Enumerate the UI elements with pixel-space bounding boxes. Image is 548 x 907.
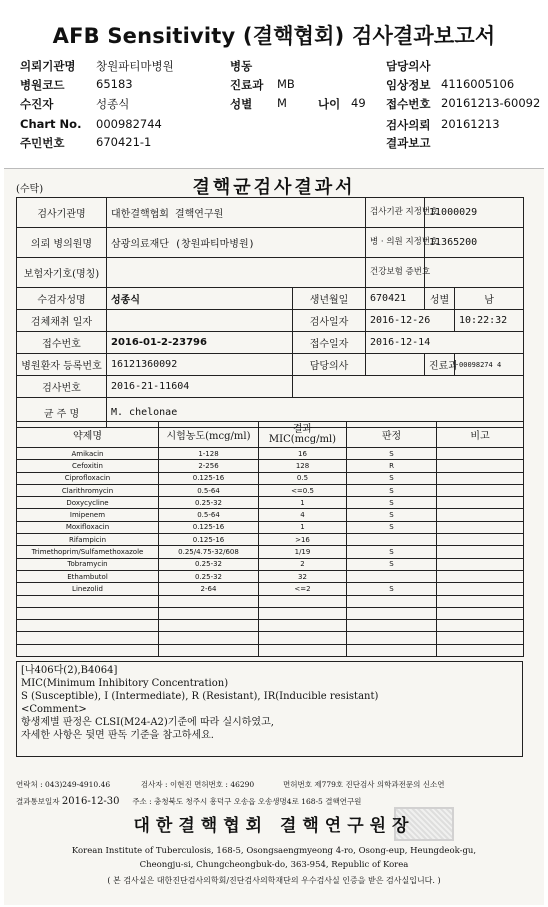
mic-cell: 0.5 — [259, 472, 347, 484]
judgement-cell: S — [347, 484, 437, 496]
test-date-label: 검사일자 — [293, 310, 366, 332]
mic-cell: <=2 — [259, 583, 347, 595]
test-request-value: 20161213 — [441, 117, 500, 131]
dept-label-doc: 진료과 — [425, 354, 455, 376]
patient-name-label: 수검자성명 — [17, 288, 107, 310]
remark-cell — [437, 460, 524, 472]
judgement-cell — [347, 570, 437, 582]
patient-name-value: 성종식 — [107, 288, 293, 310]
doctor-label: 담당의사 — [386, 59, 431, 73]
doctor-label-doc: 담당의사 — [293, 354, 366, 376]
judgement-cell — [347, 632, 437, 644]
test-no-label: 검사번호 — [17, 376, 107, 398]
conc-cell: 0.5-64 — [159, 484, 259, 496]
drug-cell: Cefoxitin — [17, 460, 159, 472]
col-remark-header: 비고 — [437, 422, 524, 448]
receipt-no-value: 20161213-60092 — [441, 96, 541, 110]
remark-cell — [437, 644, 524, 656]
conc-cell — [159, 607, 259, 619]
sex-value-doc: 남 — [455, 288, 524, 310]
certification-note: ( 본 검사실은 대한진단검사의학회/진단검사의학재단의 우수검사실 인증을 받은 검사실입니다. ) — [107, 876, 441, 885]
footer-line-2 — [16, 796, 361, 807]
birth-label: 생년월일 — [293, 288, 366, 310]
mic-cell: 1 — [259, 497, 347, 509]
judgement-cell: S — [347, 521, 437, 533]
conc-cell: 0.5-64 — [159, 509, 259, 521]
conc-cell — [159, 595, 259, 607]
conc-cell: 0.125-16 — [159, 534, 259, 546]
sheet-title: 결핵균검사결과서 — [192, 177, 356, 198]
insurance-value — [107, 258, 366, 288]
lab-code-label: 검사기관 지정번호 — [366, 198, 425, 228]
result-report-label: 결과보고 — [386, 136, 431, 150]
judgement-cell: S — [347, 448, 437, 460]
patient-label: 수진자 — [20, 97, 54, 111]
judgement-cell — [347, 644, 437, 656]
judgement-cell — [347, 607, 437, 619]
drug-cell: Amikacin — [17, 448, 159, 460]
comment-line: 자세한 사항은 뒷면 판독 기준을 참고하세요. — [21, 730, 214, 741]
mic-cell: 128 — [259, 460, 347, 472]
institute-name-kr: 대한결핵협회 결핵연구원장 — [133, 816, 415, 836]
dept-value-doc: 00098274 4 — [455, 354, 524, 376]
drug-cell: Moxifloxacin — [17, 521, 159, 533]
col-conc-header: 시험농도(mcg/ml) — [159, 422, 259, 448]
organism-label: 균 주 명 — [17, 398, 107, 428]
resident-no-value: 670421-1 — [96, 135, 152, 149]
mic-cell — [259, 595, 347, 607]
conc-cell: 0.25-32 — [159, 558, 259, 570]
result-row — [17, 558, 524, 570]
result-row — [17, 521, 524, 533]
hospital-code-label-doc: 병 · 의원 지정번호 — [366, 228, 425, 258]
mic-cell — [259, 620, 347, 632]
remark-cell — [437, 448, 524, 460]
hospital-name-label: 의뢰 병의원명 — [17, 228, 107, 258]
institute-name-en: Korean Institute of Tuberculosis, 168-5, Osongsaengmyeong 4-ro, Osong-eup, Heungdeok-gu, — [71, 846, 477, 856]
result-row — [17, 484, 524, 496]
mic-cell: >16 — [259, 534, 347, 546]
drug-cell — [17, 620, 159, 632]
lab-code-value: 11000029 — [425, 198, 524, 228]
remark-cell — [437, 509, 524, 521]
conc-cell: 0.25-32 — [159, 570, 259, 582]
lab-name-label: 검사기관명 — [17, 198, 107, 228]
drug-cell — [17, 595, 159, 607]
drug-cell: Doxycycline — [17, 497, 159, 509]
dept-label: 진료과 — [230, 78, 264, 92]
remark-cell — [437, 620, 524, 632]
drug-cell: Ethambutol — [17, 570, 159, 582]
receipt-no-label-doc: 접수번호 — [17, 332, 107, 354]
conc-cell: 0.25-32 — [159, 497, 259, 509]
receipt-no-value-doc: 2016-01-2-23796 — [107, 332, 293, 354]
comment-line: <Comment> — [21, 704, 87, 715]
drug-cell — [17, 632, 159, 644]
sex-label-doc: 성별 — [425, 288, 455, 310]
remark-cell — [437, 472, 524, 484]
remark-cell — [437, 558, 524, 570]
dept-value: MB — [277, 77, 295, 91]
col-drug-header: 약제명 — [17, 422, 159, 448]
conc-cell: 0.125-16 — [159, 521, 259, 533]
mic-cell: 4 — [259, 509, 347, 521]
comment-box — [16, 661, 523, 757]
address-en: Cheongju-si, Chungcheongbuk-do, 363-954, Republic of Korea — [139, 860, 409, 870]
comment-line: 항생제별 판정은 CLSI(M24-A2)기준에 따라 실시하였고, — [21, 717, 274, 728]
result-row — [17, 509, 524, 521]
remark-cell — [437, 607, 524, 619]
footer-line-1 — [16, 779, 445, 790]
judgement-cell: S — [347, 509, 437, 521]
result-row — [17, 607, 524, 619]
result-row — [17, 546, 524, 558]
doctor-value-doc — [366, 354, 425, 376]
remark-cell — [437, 595, 524, 607]
col-mic-header — [259, 422, 347, 448]
judgement-cell: S — [347, 472, 437, 484]
chart-no-value: 000982744 — [96, 117, 162, 131]
remark-cell — [437, 497, 524, 509]
remark-cell — [437, 484, 524, 496]
result-row — [17, 644, 524, 656]
conc-cell — [159, 620, 259, 632]
test-no-blank — [293, 376, 524, 398]
mic-cell: 32 — [259, 570, 347, 582]
result-row — [17, 570, 524, 582]
remark-cell — [437, 583, 524, 595]
health-cert-label: 건강보험 증번호 — [366, 258, 425, 288]
comment-line: MIC(Minimum Inhibitory Concentration) — [21, 678, 229, 689]
test-no-value: 2016-21-11604 — [107, 376, 293, 398]
lab-name-value: 대한결핵협회 결핵연구원 — [107, 198, 366, 228]
mic-cell: <=0.5 — [259, 484, 347, 496]
organism-value: M. chelonae — [107, 398, 524, 428]
mic-cell: 2 — [259, 558, 347, 570]
inspector-text: 검사자 : 이현진 면허번호 : 46290 — [140, 780, 255, 789]
drug-cell: Linezolid — [17, 583, 159, 595]
result-row — [17, 448, 524, 460]
result-row — [17, 632, 524, 644]
age-value: 49 — [351, 96, 366, 110]
conc-cell: 0.125-16 — [159, 472, 259, 484]
result-row — [17, 595, 524, 607]
report-title: AFB Sensitivity (결핵협회) 검사결과보고서 — [52, 24, 496, 48]
result-row — [17, 497, 524, 509]
specimen-date-value — [107, 310, 293, 332]
susceptibility-table — [16, 421, 524, 657]
patient-value: 성종식 — [96, 97, 130, 111]
remark-cell — [437, 546, 524, 558]
col-judgement-header: 판정 — [347, 422, 437, 448]
remark-cell — [437, 632, 524, 644]
test-date-value: 2016-12-26 — [366, 310, 455, 332]
report-date-value: 2016-12-30 — [61, 796, 120, 807]
drug-cell: Tobramycin — [17, 558, 159, 570]
remark-cell — [437, 570, 524, 582]
reg-no-label: 병원환자 등록번호 — [17, 354, 107, 376]
reg-no-value: 16121360092 — [107, 354, 293, 376]
info-table — [16, 197, 524, 428]
drug-cell: Imipenem — [17, 509, 159, 521]
conc-cell — [159, 644, 259, 656]
remark-cell — [437, 534, 524, 546]
receipt-no-label: 접수번호 — [386, 97, 431, 111]
result-row — [17, 460, 524, 472]
col-mic-header-line2: MIC(mcg/ml) — [268, 433, 337, 445]
scanned-result-sheet — [4, 168, 544, 905]
requesting-org-value: 창원파티마병원 — [96, 59, 174, 73]
mic-cell — [259, 607, 347, 619]
receipt-tag: (수탁) — [16, 184, 44, 195]
result-row — [17, 583, 524, 595]
specimen-date-label: 검체채취 일자 — [17, 310, 107, 332]
ward-label: 병동 — [230, 59, 253, 73]
drug-cell — [17, 607, 159, 619]
drug-cell — [17, 644, 159, 656]
sex-value: M — [277, 96, 287, 110]
judgement-cell: S — [347, 546, 437, 558]
result-row — [17, 472, 524, 484]
receipt-date-value: 2016-12-14 — [366, 332, 524, 354]
requesting-org-label: 의뢰기관명 — [20, 59, 76, 73]
hospital-code-value: 65183 — [96, 77, 133, 91]
remark-cell — [437, 521, 524, 533]
age-label: 나이 — [318, 97, 341, 111]
drug-cell: Clarithromycin — [17, 484, 159, 496]
resident-no-label: 주민번호 — [20, 136, 65, 150]
result-row — [17, 620, 524, 632]
conc-cell: 2-256 — [159, 460, 259, 472]
address-kr: 주소 : 충청북도 청주시 흥덕구 오송읍 오송생명4로 168-5 결핵연구원 — [132, 797, 362, 806]
conc-cell — [159, 632, 259, 644]
mic-cell: 1 — [259, 521, 347, 533]
receipt-date-label: 접수일자 — [293, 332, 366, 354]
contact-text: 연락처 : 043)249-4910.46 — [16, 780, 111, 789]
mic-cell — [259, 644, 347, 656]
drug-cell: Ciprofloxacin — [17, 472, 159, 484]
license-text: 면허번호 제779호 진단검사 의학과전문의 신소연 — [283, 780, 445, 789]
judgement-cell — [347, 534, 437, 546]
hospital-code-label: 병원코드 — [20, 78, 65, 92]
birth-value: 670421 — [366, 288, 425, 310]
judgement-cell: S — [347, 497, 437, 509]
conc-cell: 1-128 — [159, 448, 259, 460]
mic-cell: 16 — [259, 448, 347, 460]
judgement-cell: R — [347, 460, 437, 472]
judgement-cell — [347, 595, 437, 607]
chart-no-label: Chart No. — [20, 117, 82, 131]
mic-cell — [259, 632, 347, 644]
clinical-info-value: 4116005106 — [441, 77, 515, 91]
drug-cell: Trimethoprim/Sulfamethoxazole — [17, 546, 159, 558]
comment-line: [나406다(2),B4064] — [21, 665, 118, 676]
sex-label: 성별 — [230, 97, 253, 111]
report-date-label: 결과통보일자 — [16, 797, 60, 806]
comment-line: S (Susceptible), I (Intermediate), R (Resistant), IR(Inducible resistant) — [21, 691, 379, 702]
judgement-cell: S — [347, 558, 437, 570]
report-header-fields — [0, 58, 548, 158]
test-request-label: 검사의뢰 — [386, 118, 431, 132]
hospital-name-value: 삼광의료재단 (창원파티마병원) — [107, 228, 366, 258]
clinical-info-label: 임상정보 — [386, 78, 431, 92]
insurance-label: 보험자기호(명칭) — [17, 258, 107, 288]
judgement-cell: S — [347, 583, 437, 595]
col-mic-header-line1: 결과 — [292, 423, 313, 435]
drug-cell: Rifampicin — [17, 534, 159, 546]
result-row — [17, 534, 524, 546]
mic-cell: 1/19 — [259, 546, 347, 558]
conc-cell: 0.25/4.75-32/608 — [159, 546, 259, 558]
health-cert-value — [425, 258, 524, 288]
judgement-cell — [347, 620, 437, 632]
conc-cell: 2-64 — [159, 583, 259, 595]
test-time-value: 10:22:32 — [455, 310, 524, 332]
hospital-code-value-doc: 11365200 — [425, 228, 524, 258]
